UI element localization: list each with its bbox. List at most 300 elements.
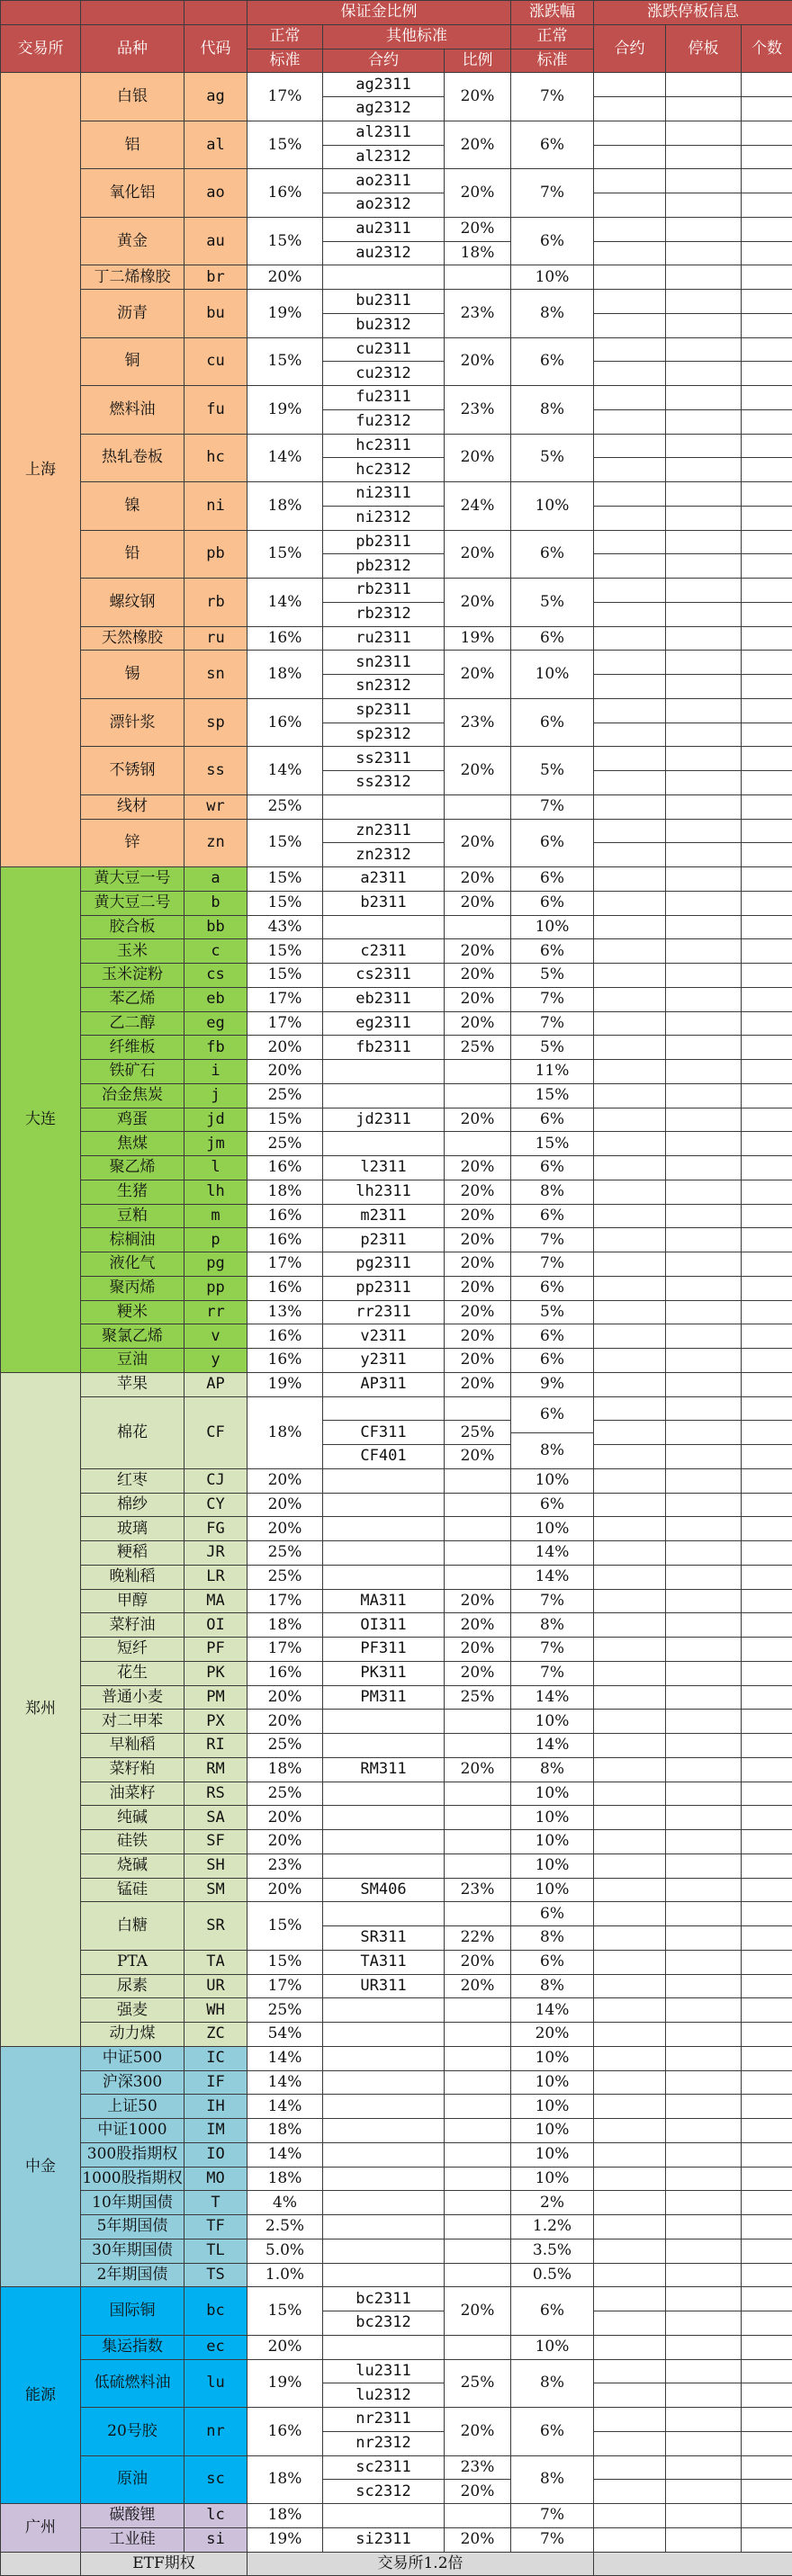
info-count-cell xyxy=(741,506,792,531)
info-count-cell xyxy=(741,2190,792,2215)
other-ratio: 20% xyxy=(444,866,511,892)
info-contract-cell xyxy=(593,987,666,1012)
info-contract-cell xyxy=(593,650,666,675)
info-count-cell xyxy=(741,626,792,651)
other-ratio: 25% xyxy=(444,1420,511,1445)
info-count-cell xyxy=(741,1565,792,1590)
variety-code: OI xyxy=(184,1612,248,1638)
header-blank xyxy=(184,0,248,25)
variety-name: 集运指数 xyxy=(80,2335,184,2360)
info-board-cell xyxy=(665,1324,742,1349)
exchange-name: 广州 xyxy=(0,2503,81,2553)
info-board-cell xyxy=(665,1011,742,1037)
info-count-cell xyxy=(741,1950,792,1975)
ratio-empty xyxy=(444,2167,511,2192)
info-contract-cell xyxy=(593,434,666,459)
other-contract: au2311 xyxy=(322,217,445,242)
variety-code: SR xyxy=(184,1901,248,1951)
info-count-cell xyxy=(741,578,792,603)
variety-code: bc xyxy=(184,2286,248,2336)
info-count-cell xyxy=(741,1493,792,1518)
info-board-cell xyxy=(665,602,742,627)
limit-standard: 7% xyxy=(510,2527,594,2553)
ratio-empty xyxy=(444,2046,511,2071)
limit-standard: 8% xyxy=(510,1974,594,1999)
info-count-cell xyxy=(741,2455,792,2481)
contract-empty xyxy=(322,2167,445,2192)
variety-name: 粳米 xyxy=(80,1300,184,1325)
limit-standard: 6% xyxy=(510,1155,594,1180)
variety-code: PX xyxy=(184,1709,248,1734)
limit-standard: 6% xyxy=(510,530,594,579)
limit-standard: 10% xyxy=(510,1853,594,1879)
info-board-cell xyxy=(665,842,742,867)
ratio-empty xyxy=(444,2239,511,2264)
limit-standard: 10% xyxy=(510,2046,594,2071)
other-ratio: 20% xyxy=(444,1300,511,1325)
variety-code: T xyxy=(184,2190,248,2215)
info-count-cell xyxy=(741,1468,792,1494)
limit-standard: 6% xyxy=(510,1348,594,1373)
info-contract-cell xyxy=(593,2214,666,2239)
info-contract-cell xyxy=(593,2407,666,2432)
standard-margin: 20% xyxy=(247,1878,323,1903)
other-contract: rb2311 xyxy=(322,578,445,603)
info-contract-cell xyxy=(593,2455,666,2481)
variety-code: c xyxy=(184,938,248,964)
other-contract: sp2312 xyxy=(322,723,445,748)
other-contract: lh2311 xyxy=(322,1180,445,1205)
info-contract-cell xyxy=(593,1011,666,1037)
variety-name: 黄大豆二号 xyxy=(80,891,184,916)
info-contract-cell xyxy=(593,1878,666,1903)
variety-code: IC xyxy=(184,2046,248,2071)
ratio-empty xyxy=(444,2070,511,2096)
variety-name: 烧碱 xyxy=(80,1853,184,1879)
header-contract: 合约 xyxy=(322,49,445,74)
info-contract-cell xyxy=(593,891,666,916)
other-contract: MA311 xyxy=(322,1589,445,1614)
info-board-cell xyxy=(665,1059,742,1084)
other-ratio: 20% xyxy=(444,1348,511,1373)
limit-standard: 5% xyxy=(510,578,594,627)
variety-name: 纤维板 xyxy=(80,1035,184,1060)
ratio-empty xyxy=(444,1540,511,1566)
info-board-cell xyxy=(665,2383,742,2408)
variety-code: SH xyxy=(184,1853,248,1879)
info-board-cell xyxy=(665,2503,742,2528)
other-contract: v2311 xyxy=(322,1324,445,1349)
contract-empty xyxy=(322,2118,445,2143)
ratio-empty xyxy=(444,1131,511,1156)
contract-empty xyxy=(322,1131,445,1156)
variety-code: RS xyxy=(184,1782,248,1807)
other-contract: sn2311 xyxy=(322,650,445,675)
info-contract-cell xyxy=(593,2142,666,2168)
limit-standard: 7% xyxy=(510,1227,594,1252)
header-blank xyxy=(0,0,81,25)
info-board-cell xyxy=(665,434,742,459)
standard-margin: 25% xyxy=(247,794,323,820)
info-contract-cell xyxy=(593,794,666,820)
standard-margin: 18% xyxy=(247,1180,323,1205)
variety-code: lh xyxy=(184,1180,248,1205)
info-count-cell xyxy=(741,1733,792,1758)
info-contract-cell xyxy=(593,193,666,218)
info-board-cell xyxy=(665,1516,742,1541)
variety-code: p xyxy=(184,1227,248,1252)
info-count-cell xyxy=(741,819,792,844)
other-ratio: 20% xyxy=(444,650,511,699)
info-board-cell xyxy=(665,1997,742,2023)
variety-code: bu xyxy=(184,289,248,338)
info-board-cell xyxy=(665,650,742,675)
other-ratio: 20% xyxy=(444,938,511,964)
variety-name: 强麦 xyxy=(80,1997,184,2023)
variety-name: 30年期国债 xyxy=(80,2239,184,2264)
header-exchange: 交易所 xyxy=(0,24,81,74)
variety-code: ni xyxy=(184,481,248,531)
other-contract: b2311 xyxy=(322,891,445,916)
other-ratio: 25% xyxy=(444,2359,511,2409)
standard-margin: 15% xyxy=(247,891,323,916)
variety-name: 棉纱 xyxy=(80,1493,184,1518)
info-count-cell xyxy=(741,1612,792,1638)
variety-name: 乙二醇 xyxy=(80,1011,184,1037)
variety-name: 碳酸锂 xyxy=(80,2503,184,2528)
info-contract-cell xyxy=(593,938,666,964)
other-contract: au2312 xyxy=(322,241,445,266)
standard-margin: 16% xyxy=(247,698,323,748)
variety-name: 棉花 xyxy=(80,1396,184,1469)
info-contract-cell xyxy=(593,819,666,844)
variety-name: 上证50 xyxy=(80,2094,184,2119)
limit-standard: 8% xyxy=(510,1432,594,1469)
variety-code: FG xyxy=(184,1516,248,1541)
info-board-cell xyxy=(665,1468,742,1494)
standard-margin: 25% xyxy=(247,1131,323,1156)
variety-name: 漂针浆 xyxy=(80,698,184,748)
variety-code: hc xyxy=(184,434,248,483)
limit-standard: 8% xyxy=(510,1757,594,1782)
info-count-cell xyxy=(741,963,792,988)
standard-margin: 25% xyxy=(247,1782,323,1807)
info-count-cell xyxy=(741,1155,792,1180)
limit-standard: 7% xyxy=(510,1589,594,1614)
info-contract-cell xyxy=(593,2070,666,2096)
other-contract: PF311 xyxy=(322,1637,445,1662)
limit-standard: 6% xyxy=(510,1204,594,1229)
variety-name: 5年期国债 xyxy=(80,2214,184,2239)
info-contract-cell xyxy=(593,1709,666,1734)
exchange-name: 能源 xyxy=(0,2286,81,2504)
info-count-cell xyxy=(741,145,792,170)
limit-standard: 8% xyxy=(510,2359,594,2409)
info-contract-cell xyxy=(593,2094,666,2119)
standard-margin: 20% xyxy=(247,1516,323,1541)
info-board-cell xyxy=(665,1396,742,1422)
other-contract: si2311 xyxy=(322,2527,445,2553)
info-contract-cell xyxy=(593,1516,666,1541)
limit-standard: 6% xyxy=(510,2286,594,2336)
contract-empty xyxy=(322,1493,445,1518)
info-board-cell xyxy=(665,1540,742,1566)
info-board-cell xyxy=(665,938,742,964)
info-count-cell xyxy=(741,1372,792,1397)
variety-name: 动力煤 xyxy=(80,2022,184,2047)
info-contract-cell xyxy=(593,168,666,193)
info-contract-cell xyxy=(593,1276,666,1301)
other-contract: hc2311 xyxy=(322,434,445,459)
info-count-cell xyxy=(741,2407,792,2432)
info-contract-cell xyxy=(593,337,666,363)
standard-margin: 20% xyxy=(247,1829,323,1854)
info-board-cell xyxy=(665,337,742,363)
standard-margin: 15% xyxy=(247,1108,323,1133)
other-ratio: 20% xyxy=(444,819,511,868)
other-ratio: 20% xyxy=(444,1324,511,1349)
standard-margin: 23% xyxy=(247,1853,323,1879)
other-ratio: 20% xyxy=(444,1444,511,1469)
info-contract-cell xyxy=(593,2263,666,2288)
info-board-cell xyxy=(665,385,742,410)
variety-name: 沥青 xyxy=(80,289,184,338)
variety-code: y xyxy=(184,1348,248,1373)
info-board-cell xyxy=(665,1950,742,1975)
standard-margin: 16% xyxy=(247,1204,323,1229)
limit-standard: 6% xyxy=(510,1901,594,1926)
other-contract: lu2311 xyxy=(322,2359,445,2384)
standard-margin: 20% xyxy=(247,265,323,290)
info-contract-cell xyxy=(593,145,666,170)
info-count-cell xyxy=(741,2046,792,2071)
variety-code: lu xyxy=(184,2359,248,2409)
info-board-cell xyxy=(665,794,742,820)
limit-standard: 7% xyxy=(510,72,594,121)
other-contract: sp2311 xyxy=(322,698,445,723)
other-ratio: 23% xyxy=(444,1878,511,1903)
contract-empty xyxy=(322,1468,445,1494)
info-contract-cell xyxy=(593,2335,666,2360)
limit-standard: 14% xyxy=(510,1733,594,1758)
info-count-cell xyxy=(741,1396,792,1422)
other-ratio: 20% xyxy=(444,1589,511,1614)
standard-margin: 20% xyxy=(247,1468,323,1494)
variety-code: j xyxy=(184,1083,248,1108)
info-count-cell xyxy=(741,241,792,266)
ratio-empty xyxy=(444,1468,511,1494)
other-contract: bu2312 xyxy=(322,313,445,338)
other-contract: zn2312 xyxy=(322,842,445,867)
other-ratio: 20% xyxy=(444,1661,511,1686)
other-contract: zn2311 xyxy=(322,819,445,844)
variety-code: si xyxy=(184,2527,248,2553)
other-contract: TA311 xyxy=(322,1950,445,1975)
variety-code: UR xyxy=(184,1974,248,1999)
info-count-cell xyxy=(741,1853,792,1879)
limit-standard: 10% xyxy=(510,915,594,940)
variety-code: ec xyxy=(184,2335,248,2360)
info-count-cell xyxy=(741,121,792,146)
info-contract-cell xyxy=(593,1155,666,1180)
standard-margin: 17% xyxy=(247,72,323,121)
header-info-count: 个数 xyxy=(741,24,792,74)
other-ratio: 19% xyxy=(444,626,511,651)
info-count-cell xyxy=(741,1131,792,1156)
limit-standard: 10% xyxy=(510,2094,594,2119)
variety-code: SF xyxy=(184,1829,248,1854)
other-contract: ag2311 xyxy=(322,72,445,97)
standard-margin: 15% xyxy=(247,938,323,964)
standard-margin: 17% xyxy=(247,1637,323,1662)
other-contract: rr2311 xyxy=(322,1300,445,1325)
info-board-cell xyxy=(665,2022,742,2047)
standard-margin: 5.0% xyxy=(247,2239,323,2264)
info-count-cell xyxy=(741,938,792,964)
limit-standard: 6% xyxy=(510,1950,594,1975)
standard-margin: 15% xyxy=(247,2286,323,2336)
standard-margin: 14% xyxy=(247,2142,323,2168)
info-board-cell xyxy=(665,1348,742,1373)
limit-standard: 10% xyxy=(510,1709,594,1734)
info-contract-cell xyxy=(593,1589,666,1614)
standard-margin: 16% xyxy=(247,1661,323,1686)
variety-code: ZC xyxy=(184,2022,248,2047)
variety-name: 苯乙烯 xyxy=(80,987,184,1012)
other-ratio: 25% xyxy=(444,1035,511,1060)
info-contract-cell xyxy=(593,313,666,338)
limit-standard: 6% xyxy=(510,891,594,916)
contract-empty xyxy=(322,1059,445,1084)
standard-margin: 19% xyxy=(247,385,323,435)
info-board-cell xyxy=(665,1853,742,1879)
contract-empty xyxy=(322,2239,445,2264)
info-board-cell xyxy=(665,1733,742,1758)
info-contract-cell xyxy=(593,770,666,795)
limit-standard: 6% xyxy=(510,1324,594,1349)
contract-empty xyxy=(322,2022,445,2047)
other-ratio: 20% xyxy=(444,1974,511,1999)
info-contract-cell xyxy=(593,2286,666,2311)
ratio-empty xyxy=(444,1565,511,1590)
info-board-cell xyxy=(665,241,742,266)
standard-margin: 18% xyxy=(247,1757,323,1782)
info-count-cell xyxy=(741,2479,792,2504)
info-count-cell xyxy=(741,1925,792,1951)
variety-code: WH xyxy=(184,1997,248,2023)
header-limit-info: 涨跌停板信息 xyxy=(593,0,792,25)
info-contract-cell xyxy=(593,1372,666,1397)
other-contract: pb2311 xyxy=(322,530,445,555)
variety-code: eb xyxy=(184,987,248,1012)
info-board-cell xyxy=(665,1276,742,1301)
info-board-cell xyxy=(665,265,742,290)
limit-standard: 10% xyxy=(510,1829,594,1854)
variety-name: 燃料油 xyxy=(80,385,184,435)
variety-name: 国际铜 xyxy=(80,2286,184,2336)
other-contract: m2311 xyxy=(322,1204,445,1229)
standard-margin: 25% xyxy=(247,1733,323,1758)
standard-margin: 17% xyxy=(247,1252,323,1277)
header-ratio: 比例 xyxy=(444,49,511,74)
variety-code: PF xyxy=(184,1637,248,1662)
info-count-cell xyxy=(741,1059,792,1084)
other-ratio: 20% xyxy=(444,578,511,627)
info-count-cell xyxy=(741,2118,792,2143)
info-board-cell xyxy=(665,2046,742,2071)
other-contract: l2311 xyxy=(322,1155,445,1180)
contract-empty xyxy=(322,1853,445,1879)
limit-standard: 10% xyxy=(510,2118,594,2143)
info-board-cell xyxy=(665,2214,742,2239)
standard-margin: 15% xyxy=(247,530,323,579)
info-count-cell xyxy=(741,723,792,748)
variety-name: 白糖 xyxy=(80,1901,184,1951)
ratio-empty xyxy=(444,1493,511,1518)
info-contract-cell xyxy=(593,963,666,988)
contract-empty xyxy=(322,1516,445,1541)
other-contract: sc2312 xyxy=(322,2479,445,2504)
variety-name: 锡 xyxy=(80,650,184,699)
variety-code: sp xyxy=(184,698,248,748)
variety-code: v xyxy=(184,1324,248,1349)
info-count-cell xyxy=(741,409,792,435)
standard-margin: 20% xyxy=(247,1709,323,1734)
variety-name: PTA xyxy=(80,1950,184,1975)
variety-code: pb xyxy=(184,530,248,579)
other-contract: fu2311 xyxy=(322,385,445,410)
contract-empty xyxy=(322,2335,445,2360)
info-board-cell xyxy=(665,1782,742,1807)
info-board-cell xyxy=(665,626,742,651)
variety-name: 甲醇 xyxy=(80,1589,184,1614)
limit-standard: 14% xyxy=(510,1997,594,2023)
variety-code: TS xyxy=(184,2263,248,2288)
info-contract-cell xyxy=(593,457,666,482)
info-contract-cell xyxy=(593,1059,666,1084)
variety-code: rr xyxy=(184,1300,248,1325)
limit-standard: 7% xyxy=(510,1252,594,1277)
info-contract-cell xyxy=(593,2431,666,2456)
other-contract: cu2311 xyxy=(322,337,445,363)
limit-standard: 10% xyxy=(510,1805,594,1830)
limit-standard: 6% xyxy=(510,626,594,651)
info-contract-cell xyxy=(593,1925,666,1951)
variety-name: 中证500 xyxy=(80,2046,184,2071)
info-contract-cell xyxy=(593,1300,666,1325)
info-board-cell xyxy=(665,2167,742,2192)
info-contract-cell xyxy=(593,1782,666,1807)
limit-standard: 10% xyxy=(510,2070,594,2096)
etf-info-blank xyxy=(593,2552,792,2576)
other-contract: PM311 xyxy=(322,1685,445,1710)
limit-standard: 7% xyxy=(510,987,594,1012)
contract-empty xyxy=(322,1709,445,1734)
standard-margin: 17% xyxy=(247,1011,323,1037)
other-ratio: 20% xyxy=(444,121,511,170)
info-board-cell xyxy=(665,1612,742,1638)
info-contract-cell xyxy=(593,506,666,531)
other-contract: rb2312 xyxy=(322,602,445,627)
info-contract-cell xyxy=(593,578,666,603)
variety-name: 不锈钢 xyxy=(80,746,184,795)
info-contract-cell xyxy=(593,481,666,507)
ratio-empty xyxy=(444,1059,511,1084)
ratio-empty xyxy=(444,2142,511,2168)
contract-empty xyxy=(322,1540,445,1566)
limit-standard: 0.5% xyxy=(510,2263,594,2288)
info-count-cell xyxy=(741,553,792,579)
